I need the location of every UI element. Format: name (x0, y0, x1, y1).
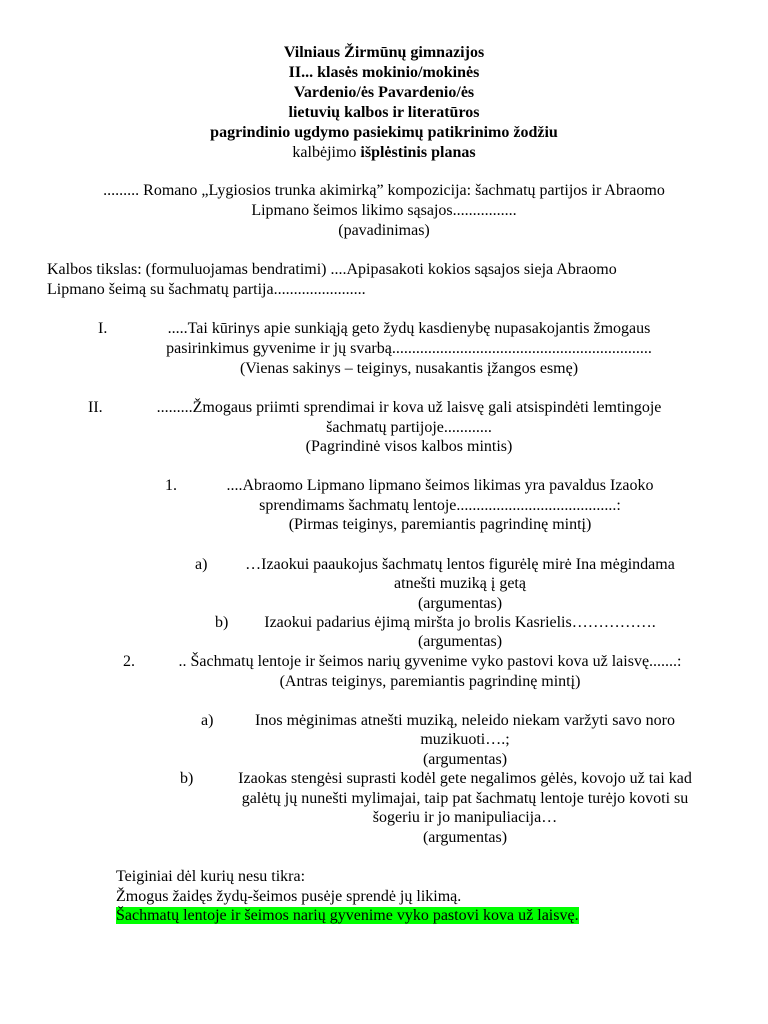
title-note: (pavadinimas) (338, 222, 430, 239)
goal-line-1: Kalbos tikslas: (formuluojamas bendratimi) ....Apipasakoti kokios sąsajos sieja Abraomo (47, 261, 617, 278)
school-name: Vilniaus Žirmūnų gimnazijos (283, 44, 485, 61)
point-2-arg-b-note: (argumentas) (422, 829, 508, 846)
point-1-arg-a-line-1: …Izaokui paaukojus šachmatų lentos figurėlę mirė Ina mėgindama (245, 556, 675, 573)
title-line-1: ......... Romano „Lygiosios trunka akimirką” kompozicija: šachmatų partijos ir Abraomo (103, 182, 665, 199)
section-1-note: (Vienas sakinys – teiginys, nusakantis įžangos esmę) (239, 360, 579, 377)
section-2-marker: II. (88, 399, 103, 416)
student-class: II... klasės mokinio/mokinės (288, 64, 480, 81)
section-1-line-1: .....Tai kūrinys apie sunkiąją geto žydų kasdienybę nupasakojantis žmogaus (167, 320, 651, 337)
uncertain-heading: Teiginiai dėl kurių nesu tikra: (116, 868, 306, 885)
point-1-arg-b-note: (argumentas) (417, 633, 503, 650)
point-2-arg-a-line-1: Inos mėginimas atnešti muziką, neleido niekam varžyti savo noro (255, 712, 675, 729)
point-1-arg-b-marker: b) (215, 614, 229, 631)
point-2-arg-b-marker: b) (180, 770, 194, 787)
point-2-note: (Antras teiginys, paremiantis pagrindinę mintį) (279, 673, 581, 690)
point-1-line-2: sprendimams šachmatų lentoje........................................: (259, 497, 621, 514)
highlighted-statement: Šachmatų lentoje ir šeimos narių gyvenime vyko pastovi kova už laisvę. (116, 907, 579, 924)
point-2-arg-a-line-2: muzikuoti….; (420, 731, 510, 748)
point-2-marker: 2. (123, 653, 135, 670)
section-1-marker: I. (98, 320, 108, 337)
point-1-arg-a-marker: a) (195, 556, 208, 573)
goal-line-2: Lipmano šeimą su šachmatų partija....................... (47, 281, 366, 298)
exam-type: pagrindinio ugdymo pasiekimų patikrinimo žodžiu (210, 124, 558, 141)
section-2-note: (Pagrindinė visos kalbos mintis) (305, 438, 513, 455)
uncertain-statement-1: Žmogus žaidęs žydų-šeimos pusėje sprendė jų likimą. (116, 888, 462, 905)
section-1-line-2: pasirinkimus gyvenime ir jų svarbą................................................................. (166, 340, 652, 357)
point-2-arg-a-note: (argumentas) (422, 751, 508, 768)
section-2-line-1: .........Žmogaus priimti sprendimai ir kova už laisvę gali atsispindėti lemtingoje (156, 399, 662, 416)
point-2-arg-b-line-2: galėtų jų nunešti mylimajai, taip pat šachmatų lentoje turėjo kovoti su (241, 790, 689, 807)
section-2-line-2: šachmatų partijoje............ (326, 419, 492, 436)
plan-type-bold: išplėstinis planas (360, 144, 476, 161)
point-2-line-1: .. Šachmatų lentoje ir šeimos narių gyvenime vyko pastovi kova už laisvę.......: (178, 653, 682, 670)
point-2-arg-b-line-1: Izaokas stengėsi suprasti kodėl gete negalimos gėlės, kovojo už tai kad (238, 770, 692, 787)
point-1-line-1: ....Abraomo Lipmano lipmano šeimos likimas yra pavaldus Izaoko (226, 477, 654, 494)
uncertain-statement-2 (116, 906, 579, 926)
point-1-arg-a-note: (argumentas) (417, 595, 503, 612)
point-1-arg-a-line-2: atnešti muziką į getą (394, 575, 526, 592)
title-line-2: Lipmano šeimos likimo sąsajos................ (251, 202, 517, 219)
point-1-arg-b-line-1: Izaokui padarius ėjimą miršta jo brolis Kasrielis……………. (264, 614, 656, 631)
subject: lietuvių kalbos ir literatūros (288, 104, 480, 121)
point-1-marker: 1. (165, 477, 177, 494)
student-name: Vardenio/ės Pavardenio/ės (293, 84, 475, 101)
point-1-note: (Pirmas teiginys, paremiantis pagrindinę mintį) (288, 516, 592, 533)
plan-type-normal: kalbėjimo (292, 144, 361, 161)
plan-type (0, 143, 768, 163)
point-2-arg-a-marker: a) (201, 712, 214, 729)
point-2-arg-b-line-3: šogeriu ir jo manipuliacija… (372, 809, 558, 826)
